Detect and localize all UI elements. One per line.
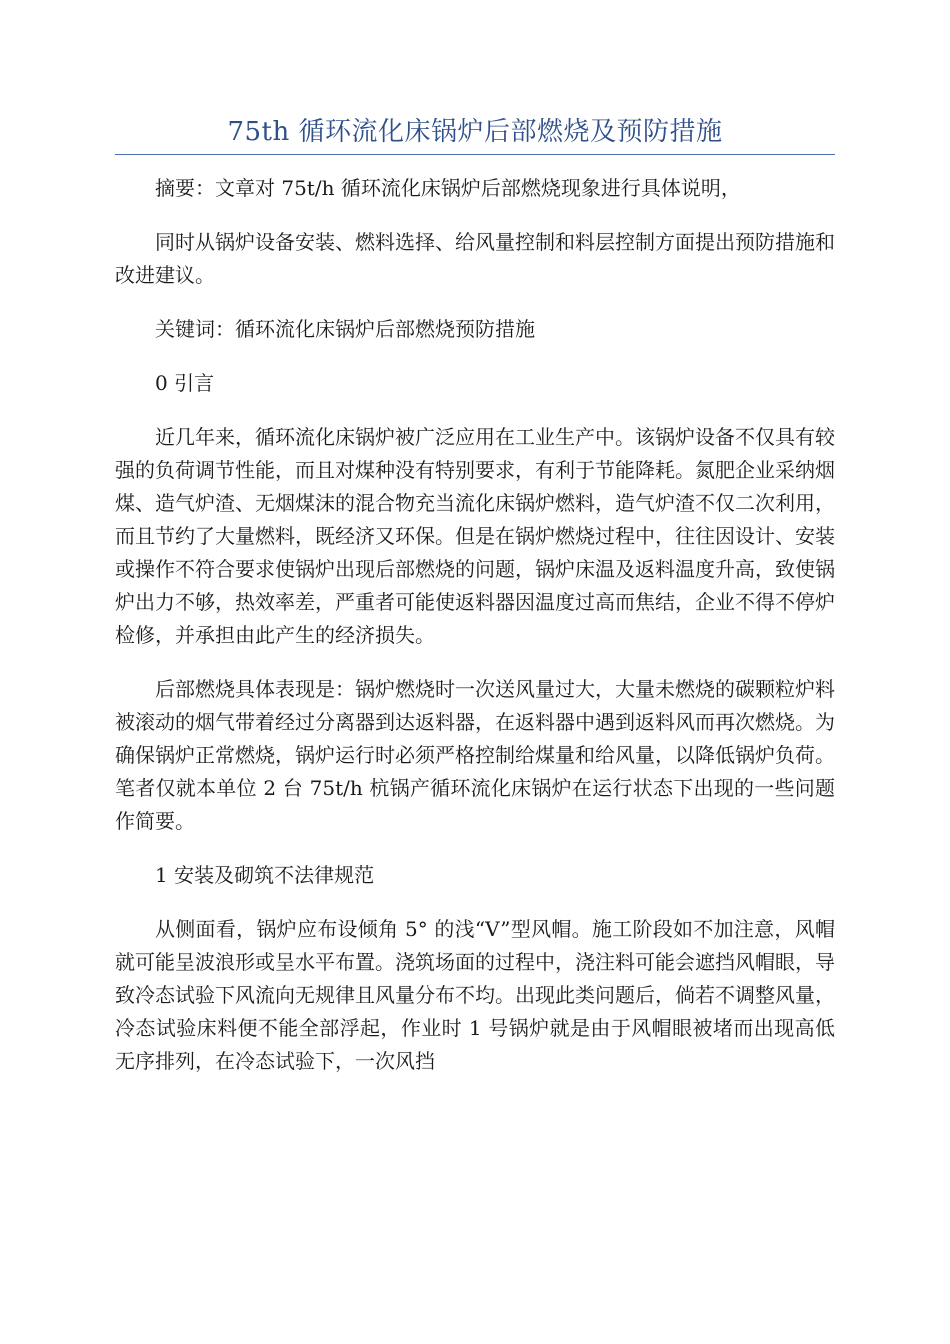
section-heading-introduction: 0 引言 (155, 371, 215, 395)
keywords-paragraph: 关键词：循环流化床锅炉后部燃烧预防措施 (155, 317, 535, 341)
document-title: 75th 循环流化床锅炉后部燃烧及预防措施 (227, 117, 723, 147)
body-paragraph: 近几年来，循环流化床锅炉被广泛应用在工业生产中。该锅炉设备不仅具有较强的负荷调节性能，而且对煤种没有特别要求，有利于节能降耗。氮肥企业采纳烟煤、造气炉渣、无烟煤沫的混合物充当流化床锅炉燃料，造气炉渣不仅二次利用，而且节约了大量燃料，既经济又环保。但是在锅炉燃烧过程中，往往因设计、安装或操作不符合要求使锅炉出现后部燃烧的问题，锅炉床温及返料温度升高，致使锅炉出力不够，热效率差，严重者可能使返料器因温度过高而焦结，企业不得不停炉检修，并承担由此产生的经济损失。 (115, 425, 835, 647)
body-paragraph: 从侧面看，锅炉应布设倾角 5° 的浅“V”型风帽。施工阶段如不加注意，风帽就可能呈波浪形或呈水平布置。浇筑场面的过程中，浇注料可能会遮挡风帽眼，导致冷态试验下风流向无规律且风量分布不均。出现此类问题后，倘若不调整风量，冷态试验床料便不能全部浮起，作业时 1 号锅炉就是由于风帽眼被堵而出现高低无序排列，在冷态试验下，一次风挡 (115, 917, 835, 1073)
body-paragraph: 后部燃烧具体表现是：锅炉燃烧时一次送风量过大，大量未燃烧的碳颗粒炉料被滚动的烟气带着经过分离器到达返料器，在返料器中遇到返料风而再次燃烧。为确保锅炉正常燃烧，锅炉运行时必须严格控制给煤量和给风量，以降低锅炉负荷。笔者仅就本单位 2 台 75t/h 杭锅产循环流化床锅炉在运行状态下出现的一些问题作简要。 (115, 677, 835, 833)
section-heading-installation: 1 安装及砌筑不法律规范 (155, 863, 375, 887)
title-underline (115, 154, 835, 155)
document-body (115, 172, 835, 1099)
abstract-paragraph: 摘要：文章对 75t/h 循环流化床锅炉后部燃烧现象进行具体说明， (155, 176, 741, 200)
abstract-continuation-paragraph: 同时从锅炉设备安装、燃料选择、给风量控制和料层控制方面提出预防措施和改进建议。 (115, 230, 835, 287)
